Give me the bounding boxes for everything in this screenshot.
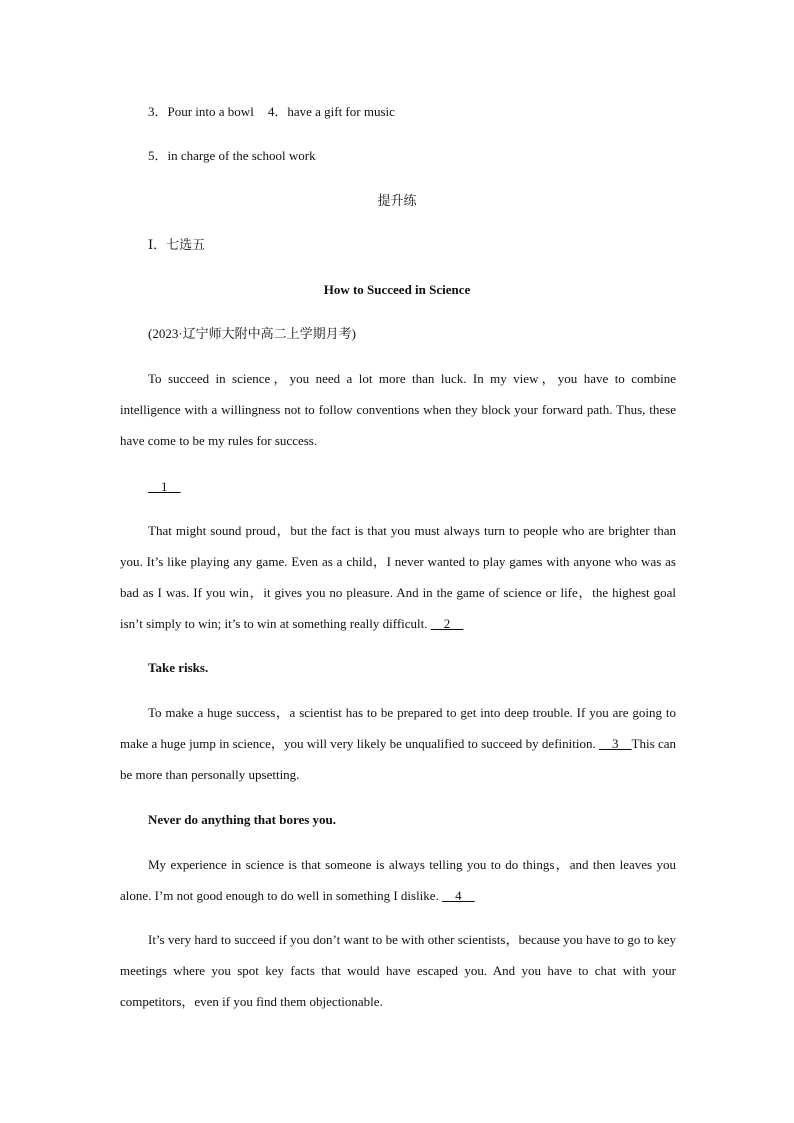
blank-1-label: __1__ [148, 479, 181, 494]
answer-line-3-4 [148, 103, 395, 121]
heading-never-bored: Never do anything that bores you. [148, 812, 337, 827]
blank-4-label: __4__ [442, 888, 475, 903]
paragraph-3-end: This can be more than personally upsetting. [120, 736, 676, 782]
paragraph-3-text: To make a huge success，a scientist has to be prepared to get into deep trouble. If you are going to make a huge jump in science，you will very likely be unqualified to succeed by definition. [120, 705, 676, 751]
blank-1 [148, 478, 181, 496]
answer-3: 3．Pour into a bowl [148, 104, 254, 119]
paragraph-2-text: That might sound proud，but the fact is that you must always turn to people who are brighter than you. It’s like playing any game. Even as a child，I never wanted to play games with anyone who was as bad as I was. If you win，it gives you no pleasure. And in the game of science or life，the highest goal isn’t simply to win; it’s to win at something really difficult. [120, 523, 676, 631]
paragraph-4 [120, 849, 676, 911]
paragraph-2 [120, 515, 676, 639]
heading-take-risks: Take risks. [148, 660, 209, 675]
paragraph-1: To succeed in science，you need a lot more than luck. In my view，you have to combine intelligence with a willingness not to follow conventions when they block your forward path. Thus, these have come to be my rules for success. [120, 371, 676, 448]
answer-4: 4．have a gift for music [267, 104, 395, 119]
article-source: (2023·辽宁师大附中高二上学期月考) [148, 326, 356, 341]
blank-3-label: __3__ [599, 736, 632, 751]
paragraph-4-text: My experience in science is that someone is always telling you to do things，and then leaves you alone. I’m not good enough to do well in something I dislike. [120, 857, 676, 903]
blank-2-label: __2__ [430, 616, 464, 631]
section-title: 提升练 [377, 193, 417, 208]
paragraph-5: It’s very hard to succeed if you don’t want to be with other scientists，because you have to go to key meetings where you spot key facts that would have escaped you. And you have to chat with your competitors，even if you find them objectionable. [120, 932, 676, 1009]
subsection-title: Ⅰ．七选五 [148, 237, 206, 252]
paragraph-3 [120, 697, 676, 790]
answer-5: 5．in charge of the school work [148, 148, 316, 163]
article-title: How to Succeed in Science [323, 282, 471, 297]
